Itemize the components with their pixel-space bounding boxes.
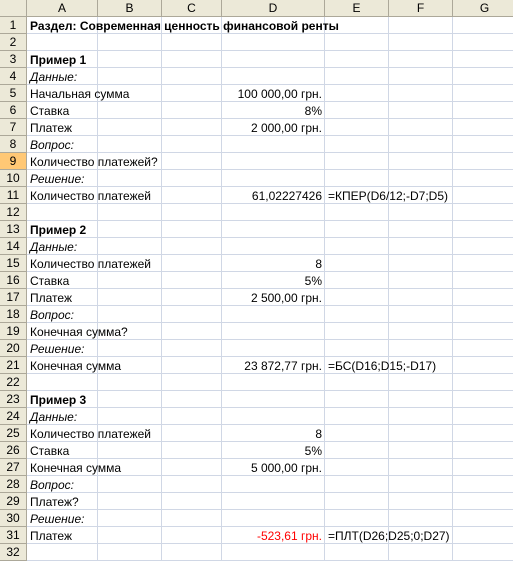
- cell-text-a21: Конечная сумма: [30, 359, 121, 373]
- cell-c6[interactable]: [162, 102, 222, 119]
- column-header-f[interactable]: F: [389, 0, 453, 17]
- row-header-28[interactable]: 28: [0, 476, 27, 493]
- cell-g9[interactable]: [453, 153, 513, 170]
- cell-text-a27: Конечная сумма: [30, 461, 121, 475]
- cell-text-d17: 2 500,00 грн.: [250, 291, 322, 305]
- cell-c13[interactable]: [162, 221, 222, 238]
- cell-g5[interactable]: [453, 85, 513, 102]
- cell-text-a9: Количество платежей?: [30, 155, 158, 169]
- cell-d9[interactable]: [222, 153, 325, 170]
- cell-text-a11: Количество платежей: [30, 189, 151, 203]
- row-header-19[interactable]: 19: [0, 323, 27, 340]
- cell-c31[interactable]: [162, 527, 222, 544]
- cell-d15[interactable]: [222, 255, 325, 272]
- cell-f1[interactable]: [389, 17, 453, 34]
- cell-f10[interactable]: [389, 170, 453, 187]
- cell-c9[interactable]: [162, 153, 222, 170]
- cell-text-d31: -523,61 грн.: [256, 529, 322, 543]
- cell-a12[interactable]: [27, 204, 98, 221]
- row-header-30[interactable]: 30: [0, 510, 27, 527]
- cell-e27[interactable]: [325, 459, 389, 476]
- cell-g22[interactable]: [453, 374, 513, 391]
- cell-text-a5: Начальная сумма: [30, 87, 130, 101]
- cell-g12[interactable]: [453, 204, 513, 221]
- cell-text-a3: Пример 1: [30, 53, 87, 67]
- column-header-b[interactable]: B: [98, 0, 162, 17]
- cell-b16[interactable]: [98, 272, 162, 289]
- cell-c10[interactable]: [162, 170, 222, 187]
- cell-f32[interactable]: [389, 544, 453, 561]
- cell-d4[interactable]: [222, 68, 325, 85]
- cell-text-d25: 8: [315, 427, 322, 441]
- cell-f13[interactable]: [389, 221, 453, 238]
- row-header-25[interactable]: 25: [0, 425, 27, 442]
- cell-f5[interactable]: [389, 85, 453, 102]
- cell-text-a30: Решение:: [30, 512, 85, 526]
- cell-d23[interactable]: [222, 391, 325, 408]
- cell-c15[interactable]: [162, 255, 222, 272]
- row-header-29[interactable]: 29: [0, 493, 27, 510]
- cell-e17[interactable]: [325, 289, 389, 306]
- cell-c4[interactable]: [162, 68, 222, 85]
- cell-d3[interactable]: [222, 51, 325, 68]
- cell-f19[interactable]: [389, 323, 453, 340]
- row-header-7[interactable]: 7: [0, 119, 27, 136]
- cell-b24[interactable]: [98, 408, 162, 425]
- cell-c24[interactable]: [162, 408, 222, 425]
- cell-b12[interactable]: [98, 204, 162, 221]
- cell-d29[interactable]: [222, 493, 325, 510]
- cell-f20[interactable]: [389, 340, 453, 357]
- cell-b23[interactable]: [98, 391, 162, 408]
- column-header-d[interactable]: D: [222, 0, 325, 17]
- cell-c26[interactable]: [162, 442, 222, 459]
- cell-text-a28: Вопрос:: [30, 478, 74, 492]
- cell-d24[interactable]: [222, 408, 325, 425]
- cell-g32[interactable]: [453, 544, 513, 561]
- cell-g28[interactable]: [453, 476, 513, 493]
- cell-g13[interactable]: [453, 221, 513, 238]
- cell-c23[interactable]: [162, 391, 222, 408]
- cell-text-a10: Решение:: [30, 172, 85, 186]
- column-header-a[interactable]: A: [27, 0, 98, 17]
- cell-g31[interactable]: [453, 527, 513, 544]
- cell-e2[interactable]: [325, 34, 389, 51]
- column-header-c[interactable]: C: [162, 0, 222, 17]
- cell-f3[interactable]: [389, 51, 453, 68]
- row-header-13[interactable]: 13: [0, 221, 27, 238]
- select-all-corner[interactable]: [0, 0, 27, 17]
- cell-d22[interactable]: [222, 374, 325, 391]
- cell-g21[interactable]: [453, 357, 513, 374]
- cell-d20[interactable]: [222, 340, 325, 357]
- cell-text-a8: Вопрос:: [30, 138, 74, 152]
- cell-text-a24: Данные:: [30, 410, 78, 424]
- cell-d12[interactable]: [222, 204, 325, 221]
- cell-text-a25: Количество платежей: [30, 427, 151, 441]
- cell-b8[interactable]: [98, 136, 162, 153]
- row-header-3[interactable]: 3: [0, 51, 27, 68]
- row-header-9[interactable]: 9: [0, 153, 27, 170]
- row-header-18[interactable]: 18: [0, 306, 27, 323]
- cell-f28[interactable]: [389, 476, 453, 493]
- cell-d2[interactable]: [222, 34, 325, 51]
- cell-c18[interactable]: [162, 306, 222, 323]
- cell-e26[interactable]: [325, 442, 389, 459]
- cell-g23[interactable]: [453, 391, 513, 408]
- cell-c21[interactable]: [162, 357, 222, 374]
- cell-e3[interactable]: [325, 51, 389, 68]
- cell-e30[interactable]: [325, 510, 389, 527]
- cell-d19[interactable]: [222, 323, 325, 340]
- cell-text-a1: Раздел: Современная ценность финансовой ренты: [30, 19, 339, 33]
- row-header-21[interactable]: 21: [0, 357, 27, 374]
- cell-a2[interactable]: [27, 34, 98, 51]
- cell-e28[interactable]: [325, 476, 389, 493]
- cell-b6[interactable]: [98, 102, 162, 119]
- cell-b22[interactable]: [98, 374, 162, 391]
- row-header-32[interactable]: 32: [0, 544, 27, 561]
- cell-text-a7: Платеж: [30, 121, 72, 135]
- cell-g15[interactable]: [453, 255, 513, 272]
- cell-g29[interactable]: [453, 493, 513, 510]
- cell-g11[interactable]: [453, 187, 513, 204]
- row-header-16[interactable]: 16: [0, 272, 27, 289]
- cell-f30[interactable]: [389, 510, 453, 527]
- cell-text-e21: =БС(D16;D15;-D17): [328, 359, 437, 373]
- cell-g27[interactable]: [453, 459, 513, 476]
- cell-e29[interactable]: [325, 493, 389, 510]
- cell-f12[interactable]: [389, 204, 453, 221]
- cell-g25[interactable]: [453, 425, 513, 442]
- cell-f26[interactable]: [389, 442, 453, 459]
- cell-text-a13: Пример 2: [30, 223, 87, 237]
- cell-g30[interactable]: [453, 510, 513, 527]
- cell-e19[interactable]: [325, 323, 389, 340]
- cell-g14[interactable]: [453, 238, 513, 255]
- cell-b14[interactable]: [98, 238, 162, 255]
- cell-text-a17: Платеж: [30, 291, 72, 305]
- row-header-14[interactable]: 14: [0, 238, 27, 255]
- cell-c30[interactable]: [162, 510, 222, 527]
- cell-e25[interactable]: [325, 425, 389, 442]
- cell-e7[interactable]: [325, 119, 389, 136]
- cell-g24[interactable]: [453, 408, 513, 425]
- cell-text-a20: Решение:: [30, 342, 85, 356]
- cell-a32[interactable]: [27, 544, 98, 561]
- row-header-31[interactable]: 31: [0, 527, 27, 544]
- cell-c5[interactable]: [162, 85, 222, 102]
- cell-g18[interactable]: [453, 306, 513, 323]
- cell-f23[interactable]: [389, 391, 453, 408]
- cell-text-a15: Количество платежей: [30, 257, 151, 271]
- cell-text-a16: Ставка: [30, 274, 70, 288]
- cell-f7[interactable]: [389, 119, 453, 136]
- cell-f27[interactable]: [389, 459, 453, 476]
- cell-g3[interactable]: [453, 51, 513, 68]
- cell-f4[interactable]: [389, 68, 453, 85]
- cell-g26[interactable]: [453, 442, 513, 459]
- cell-d13[interactable]: [222, 221, 325, 238]
- row-header-10[interactable]: 10: [0, 170, 27, 187]
- cell-g20[interactable]: [453, 340, 513, 357]
- cell-g1[interactable]: [453, 17, 513, 34]
- cell-g7[interactable]: [453, 119, 513, 136]
- cell-text-d21: 23 872,77 грн.: [244, 359, 322, 373]
- row-header-6[interactable]: 6: [0, 102, 27, 119]
- cell-f2[interactable]: [389, 34, 453, 51]
- cell-d28[interactable]: [222, 476, 325, 493]
- cell-f18[interactable]: [389, 306, 453, 323]
- cell-e8[interactable]: [325, 136, 389, 153]
- row-header-8[interactable]: 8: [0, 136, 27, 153]
- row-header-24[interactable]: 24: [0, 408, 27, 425]
- cell-b10[interactable]: [98, 170, 162, 187]
- cell-d8[interactable]: [222, 136, 325, 153]
- cell-g19[interactable]: [453, 323, 513, 340]
- cell-c20[interactable]: [162, 340, 222, 357]
- cell-c17[interactable]: [162, 289, 222, 306]
- cell-e12[interactable]: [325, 204, 389, 221]
- cell-f24[interactable]: [389, 408, 453, 425]
- cell-e20[interactable]: [325, 340, 389, 357]
- cell-f8[interactable]: [389, 136, 453, 153]
- cell-g2[interactable]: [453, 34, 513, 51]
- cell-e24[interactable]: [325, 408, 389, 425]
- cell-e23[interactable]: [325, 391, 389, 408]
- row-header-26[interactable]: 26: [0, 442, 27, 459]
- cell-c29[interactable]: [162, 493, 222, 510]
- cell-e16[interactable]: [325, 272, 389, 289]
- cell-c12[interactable]: [162, 204, 222, 221]
- cell-text-a18: Вопрос:: [30, 308, 74, 322]
- cell-b28[interactable]: [98, 476, 162, 493]
- cell-b20[interactable]: [98, 340, 162, 357]
- cell-e14[interactable]: [325, 238, 389, 255]
- row-header-5[interactable]: 5: [0, 85, 27, 102]
- cell-b13[interactable]: [98, 221, 162, 238]
- cell-g17[interactable]: [453, 289, 513, 306]
- cell-g10[interactable]: [453, 170, 513, 187]
- cell-text-d7: 2 000,00 грн.: [250, 121, 322, 135]
- cell-f16[interactable]: [389, 272, 453, 289]
- cell-c32[interactable]: [162, 544, 222, 561]
- cell-b26[interactable]: [98, 442, 162, 459]
- cell-b3[interactable]: [98, 51, 162, 68]
- cell-e6[interactable]: [325, 102, 389, 119]
- cell-text-a19: Конечная сумма?: [30, 325, 128, 339]
- cell-text-d16: 5%: [304, 274, 322, 288]
- cell-text-a31: Платеж: [30, 529, 72, 543]
- cell-d30[interactable]: [222, 510, 325, 527]
- row-header-4[interactable]: 4: [0, 68, 27, 85]
- cell-b32[interactable]: [98, 544, 162, 561]
- cell-text-d11: 61,02227426: [251, 189, 322, 203]
- row-header-1[interactable]: 1: [0, 17, 27, 34]
- cell-e15[interactable]: [325, 255, 389, 272]
- cell-text-d26: 5%: [304, 444, 322, 458]
- cell-text-a26: Ставка: [30, 444, 70, 458]
- cell-b30[interactable]: [98, 510, 162, 527]
- cell-c25[interactable]: [162, 425, 222, 442]
- cell-d25[interactable]: [222, 425, 325, 442]
- cell-text-d6: 8%: [304, 104, 322, 118]
- cell-f17[interactable]: [389, 289, 453, 306]
- cell-b17[interactable]: [98, 289, 162, 306]
- cell-d32[interactable]: [222, 544, 325, 561]
- cell-d14[interactable]: [222, 238, 325, 255]
- cell-text-a6: Ставка: [30, 104, 70, 118]
- cell-c16[interactable]: [162, 272, 222, 289]
- row-header-11[interactable]: 11: [0, 187, 27, 204]
- cell-b31[interactable]: [98, 527, 162, 544]
- row-header-15[interactable]: 15: [0, 255, 27, 272]
- cell-f15[interactable]: [389, 255, 453, 272]
- cell-b29[interactable]: [98, 493, 162, 510]
- cell-b7[interactable]: [98, 119, 162, 136]
- row-header-27[interactable]: 27: [0, 459, 27, 476]
- cell-c19[interactable]: [162, 323, 222, 340]
- cell-c7[interactable]: [162, 119, 222, 136]
- cell-f9[interactable]: [389, 153, 453, 170]
- row-header-23[interactable]: 23: [0, 391, 27, 408]
- cell-c22[interactable]: [162, 374, 222, 391]
- cell-d10[interactable]: [222, 170, 325, 187]
- row-header-2[interactable]: 2: [0, 34, 27, 51]
- cell-g16[interactable]: [453, 272, 513, 289]
- cell-text-a14: Данные:: [30, 240, 78, 254]
- cell-g8[interactable]: [453, 136, 513, 153]
- cell-g6[interactable]: [453, 102, 513, 119]
- cell-b2[interactable]: [98, 34, 162, 51]
- cell-f22[interactable]: [389, 374, 453, 391]
- cell-c28[interactable]: [162, 476, 222, 493]
- cell-c3[interactable]: [162, 51, 222, 68]
- cell-text-a4: Данные:: [30, 70, 78, 84]
- cell-text-d15: 8: [315, 257, 322, 271]
- cell-f29[interactable]: [389, 493, 453, 510]
- cell-c11[interactable]: [162, 187, 222, 204]
- row-header-22[interactable]: 22: [0, 374, 27, 391]
- cell-f6[interactable]: [389, 102, 453, 119]
- cell-a22[interactable]: [27, 374, 98, 391]
- cell-g4[interactable]: [453, 68, 513, 85]
- cell-c8[interactable]: [162, 136, 222, 153]
- row-header-20[interactable]: 20: [0, 340, 27, 357]
- cell-e9[interactable]: [325, 153, 389, 170]
- cell-b18[interactable]: [98, 306, 162, 323]
- cell-f14[interactable]: [389, 238, 453, 255]
- cell-e32[interactable]: [325, 544, 389, 561]
- cell-c27[interactable]: [162, 459, 222, 476]
- column-header-e[interactable]: E: [325, 0, 389, 17]
- cell-e10[interactable]: [325, 170, 389, 187]
- cell-text-e11: =КПЕР(D6/12;-D7;D5): [328, 189, 448, 203]
- column-header-g[interactable]: G: [453, 0, 513, 17]
- cell-text-a23: Пример 3: [30, 393, 87, 407]
- row-header-17[interactable]: 17: [0, 289, 27, 306]
- cell-c2[interactable]: [162, 34, 222, 51]
- cell-e5[interactable]: [325, 85, 389, 102]
- cell-text-e31: =ПЛТ(D26;D25;0;D27): [328, 529, 450, 543]
- cell-d18[interactable]: [222, 306, 325, 323]
- cell-text-d27: 5 000,00 грн.: [250, 461, 322, 475]
- cell-c14[interactable]: [162, 238, 222, 255]
- cell-text-d5: 100 000,00 грн.: [237, 87, 322, 101]
- cell-f25[interactable]: [389, 425, 453, 442]
- cell-e13[interactable]: [325, 221, 389, 238]
- cell-e22[interactable]: [325, 374, 389, 391]
- row-header-12[interactable]: 12: [0, 204, 27, 221]
- cell-b4[interactable]: [98, 68, 162, 85]
- cell-text-a29: Платеж?: [30, 495, 79, 509]
- cell-e4[interactable]: [325, 68, 389, 85]
- cell-e18[interactable]: [325, 306, 389, 323]
